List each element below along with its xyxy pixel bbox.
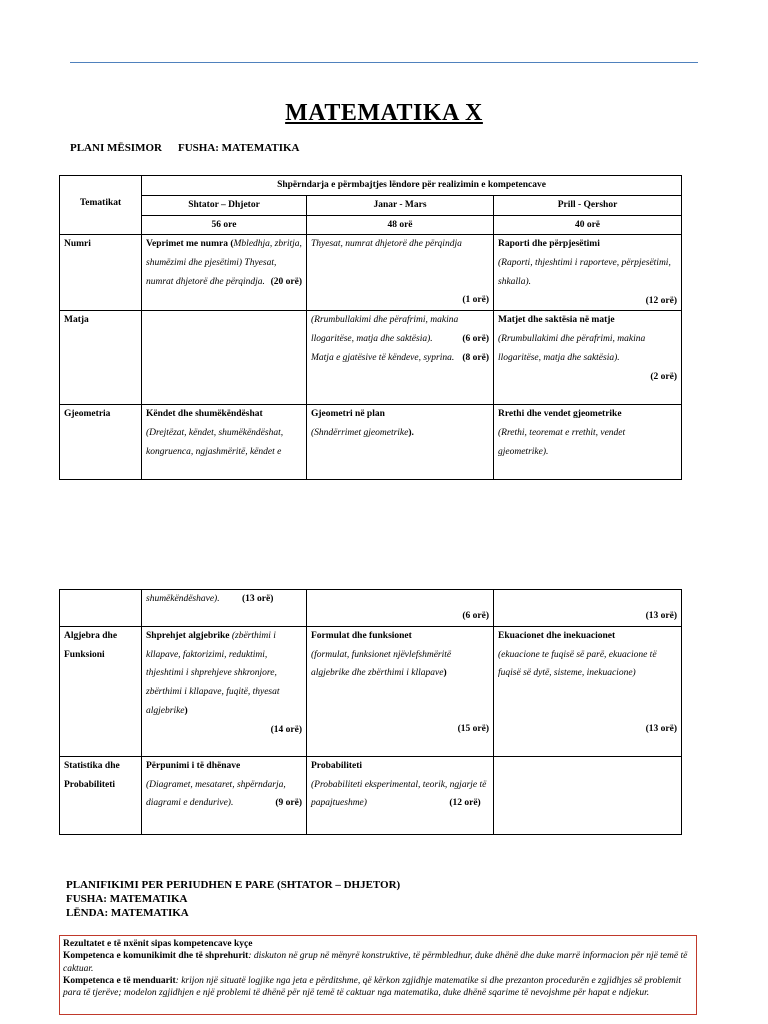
hours-label: (9 orë) [275, 798, 302, 809]
hours-label: (1 orë) [462, 295, 489, 306]
competences-box [59, 935, 697, 1015]
hours-label: (2 orë) [650, 372, 677, 383]
period-2-hours: 48 orë [307, 215, 494, 235]
distribution-header: Shpërndarja e përmbajtjes lëndore për realizimin e kompetencave [142, 176, 682, 196]
gjeometria-p1: Këndet dhe shumëkëndëshat (Drejtëzat, këndet, shumëkëndëshat, kongruenca, ngjashmëritë, këndet e [142, 405, 307, 480]
hours-label: (8 orë) [462, 352, 489, 363]
topic-statistika: Statistika dhe Probabiliteti [60, 757, 142, 835]
header-rule [70, 62, 698, 63]
algjebra-p3: Ekuacionet dhe inekuacionet (ekuacione te fuqisë së parë, ekuacione të fuqisë së dytë, sisteme, inekuacione) (13 orë) [494, 627, 682, 757]
statistika-p2: Probabiliteti (Probabiliteti eksperimental, teorik, ngjarje të papajtueshme) (12 orë) [307, 757, 494, 835]
matja-p3: Matjet dhe saktësia në matje (Rrumbullakimi dhe përafrimi, makina llogaritëse, matja dhe saktësia). (2 orë) [494, 311, 682, 405]
table-row [60, 235, 682, 311]
period-3-name: Prill - Qershor [494, 196, 682, 216]
hours-label: (15 orë) [457, 724, 489, 735]
matja-p1 [142, 311, 307, 405]
hours-label: (14 orë) [270, 724, 302, 735]
period-plan-title: PLANIFIKIMI PER PERIUDHEN E PARE (SHTATOR – DHJETOR) [66, 879, 401, 891]
topic-matja: Matja [60, 311, 142, 405]
hours-label: (13 orë) [241, 594, 274, 604]
table-row [60, 590, 682, 627]
topic-numri: Numri [60, 235, 142, 311]
plan-label: PLANI MËSIMOR [70, 142, 162, 154]
table-row [60, 311, 682, 405]
period-plan-subject: LËNDA: MATEMATIKA [66, 907, 189, 919]
matja-p2: (Rrumbullakimi dhe përafrimi, makina llogaritëse, matja dhe saktësia). (6 orë) Matja e gjatësive të këndeve, syprina. (8 orë) [307, 311, 494, 405]
cont-p2 [307, 590, 494, 627]
competences-heading: Rezultatet e të nxënit sipas kompetencave kyçe [63, 939, 253, 949]
hours-label: (12 orë) [449, 798, 481, 809]
period-3-hours: 40 orë [494, 215, 682, 235]
topics-header: Tematikat [60, 176, 142, 235]
hours-label: (13 orë) [645, 611, 677, 622]
table-row [60, 627, 682, 757]
numri-p1: Veprimet me numra (Mbledhja, zbritja, shumëzimi dhe pjesëtimi) Thyesat, numrat dhjetorë dhe përqindja. (20 orë) [142, 235, 307, 311]
curriculum-table-bottom [59, 589, 682, 835]
cont-p3 [494, 590, 682, 627]
numri-p2: Thyesat, numrat dhjetorë dhe përqindja (1 orë) [307, 235, 494, 311]
plan-line [70, 142, 300, 154]
algjebra-p2: Formulat dhe funksionet (formulat, funksionet njëvlefshmëritë algjebrike dhe zbërthimi i kllapave) (15 orë) [307, 627, 494, 757]
period-1-hours: 56 ore [142, 215, 307, 235]
period-plan-heading [66, 878, 400, 920]
cont-p1: shumëkëndëshave). (13 orë) [142, 590, 307, 627]
algjebra-p1: Shprehjet algjebrike (zbërthimi i kllapave, faktorizimi, reduktimi, thjeshtimi i shprehjeve shkronjore, zbërthimi i kllapave, fuqitë, thyesat algjebrike) (14 orë) [142, 627, 307, 757]
gjeometria-p2: Gjeometri në plan (Shndërrimet gjeometrike). [307, 405, 494, 480]
competence-thinking: Kompetenca e të menduarit: krijon një situatë logjike nga jeta e përditshme, që kërkon zgjidhje matematike si dhe prezanton procedurën e zgjidhjes së problemit para të tjerëve; modelon zgjidhjen e një problemi të dhënë për një temë të caktuar nga matematika, duke dhënë sqarime të nevojshme për hapat e ndjekur. [63, 975, 682, 999]
gjeometria-p3: Rrethi dhe vendet gjeometrike (Rrethi, teoremat e rrethit, vendet gjeometrike). [494, 405, 682, 480]
topic-algjebra: Algjebra dhe Funksioni [60, 627, 142, 757]
hours-label: (20 orë) [270, 276, 302, 287]
hours-label: (6 orë) [462, 611, 489, 622]
hours-label: (13 orë) [645, 724, 677, 735]
table-row [60, 405, 682, 480]
curriculum-table-top [59, 175, 682, 480]
numri-p3: Raporti dhe përpjesëtimi (Raporti, thjeshtimi i raporteve, përpjesëtimi, shkalla). (12 orë) [494, 235, 682, 311]
field-label: FUSHA: MATEMATIKA [177, 142, 300, 154]
page-title: MATEMATIKA X [285, 100, 483, 126]
hours-label: (6 orë) [462, 334, 489, 345]
table-row [60, 757, 682, 835]
period-plan-field: FUSHA: MATEMATIKA [66, 893, 188, 905]
statistika-p3 [494, 757, 682, 835]
period-2-name: Janar - Mars [307, 196, 494, 216]
period-1-name: Shtator – Dhjetor [142, 196, 307, 216]
hours-label: (12 orë) [645, 295, 677, 306]
competence-communication: Kompetenca e komunikimit dhe të shprehurit: diskuton në grup në mënyrë konstruktive, të përmbledhur, duke dhënë dhe duke marrë informacion për një temë të caktuar. [63, 951, 688, 974]
statistika-p1: Përpunimi i të dhënave (Diagramet, mesataret, shpërndarja, diagrami e dendurive). (9 orë) [142, 757, 307, 835]
cont-topic [60, 590, 142, 627]
topic-gjeometria: Gjeometria [60, 405, 142, 480]
